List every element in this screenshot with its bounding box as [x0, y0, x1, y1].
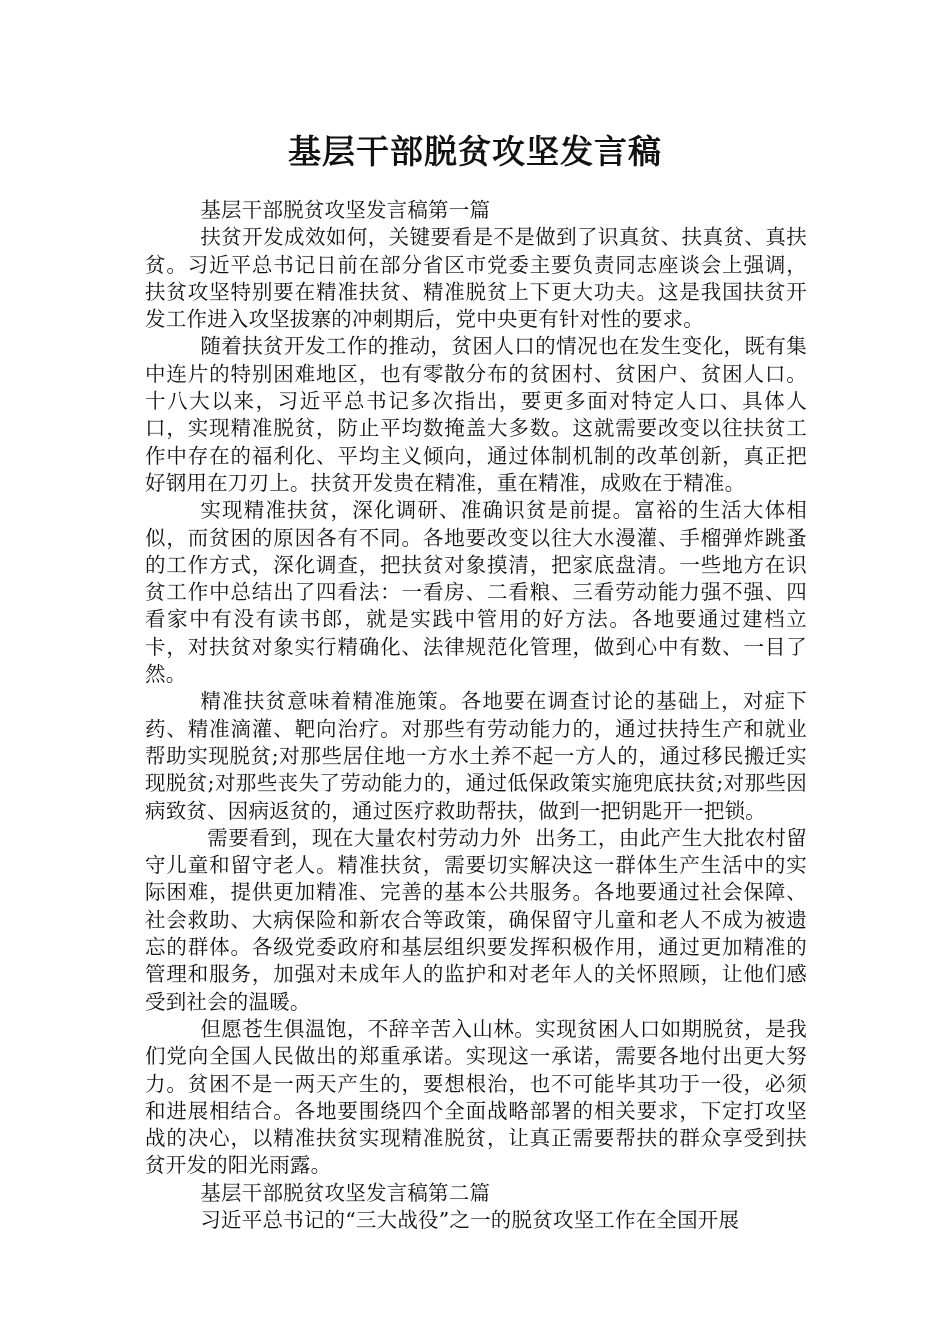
- body-paragraph: 但愿苍生俱温饱，不辞辛苦入山林。实现贫困人口如期脱贫，是我们党向全国人民做出的郑重承诺。实现这一承诺，需要各地付出更大努力。贫困不是一两天产生的，要想根治，也不可能毕其功于一役，必须和进展相结合。各地要围绕四个全面战略部署的相关要求，下定打攻坚战的决心，以精准扶贫实现精准脱贫，让真正需要帮扶的群众享受到扶贫开发的阳光雨露。: [145, 1016, 807, 1178]
- body-paragraph: 扶贫开发成效如何，关键要看是不是做到了识真贫、扶真贫、真扶贫。习近平总书记日前在部分省区市党委主要负责同志座谈会上强调，扶贫攻坚特别要在精准扶贫、精准脱贫上下更大功夫。这是我国扶贫开发工作进入攻坚拔寨的冲刺期后，党中央更有针对性的要求。: [145, 225, 807, 332]
- body-paragraph: 需要看到，现在大量农村劳动力外 出务工，由此产生大批农村留守儿童和留守老人。精准扶贫，需要切实解决这一群体生产生活中的实际困难，提供更加精准、完善的基本公共服务。各地要通过社会保障、社会救助、大病保险和新农合等政策，确保留守儿童和老人不成为被遗忘的群体。各级党委政府和基层组织要发挥积极作用，通过更加精准的管理和服务，加强对未成年人的监护和对老年人的关怀照顾，让他们感受到社会的温暖。: [145, 825, 808, 1014]
- body-paragraph: 精准扶贫意味着精准施策。各地要在调查讨论的基础上，对症下药、精准滴灌、靶向治疗。对那些有劳动能力的，通过扶持生产和就业帮助实现脱贫;对那些居住地一方水土养不起一方人的，通过移民搬迁实现脱贫;对那些丧失了劳动能力的，通过低保政策实施兜底扶贫;对那些因病致贫、因病返贫的，通过医疗救助帮扶，做到一把钥匙开一把锁。: [145, 689, 807, 823]
- body-paragraph: 实现精准扶贫，深化调研、准确识贫是前提。富裕的生活大体相似，而贫困的原因各有不同。各地要改变以往大水漫灌、手榴弹炸跳蚤的工作方式，深化调查，把扶贫对象摸清，把家底盘清。一些地方在识贫工作中总结出了四看法：一看房、二看粮、三看劳动能力强不强、四看家中有没有读书郎，就是实践中管用的好方法。各地要通过建档立卡，对扶贫对象实行精确化、法律规范化管理，做到心中有数、一目了然。: [145, 498, 807, 687]
- body-paragraph: 习近平总书记的“三大战役”之一的脱贫攻坚工作在全国开展: [200, 1207, 740, 1232]
- section-heading-first: 基层干部脱贫攻坚发言稿第一篇: [200, 198, 491, 222]
- document-title: 基层干部脱贫攻坚发言稿: [288, 132, 662, 171]
- body-paragraph: 随着扶贫开发工作的推动，贫困人口的情况也在发生变化，既有集中连片的特别困难地区，也有零散分布的贫困村、贫困户、贫困人口。十八大以来，习近平总书记多次指出，要更多面对特定人口、具体人口，实现精准脱贫，防止平均数掩盖大多数。这就需要改变以往扶贫工作中存在的福利化、平均主义倾向，通过体制机制的改革创新，真正把好钢用在刀刃上。扶贫开发贵在精准，重在精准，成败在于精准。: [145, 334, 807, 495]
- section-heading-second: 基层干部脱贫攻坚发言稿第二篇: [200, 1180, 491, 1205]
- document-body: [145, 197, 807, 1234]
